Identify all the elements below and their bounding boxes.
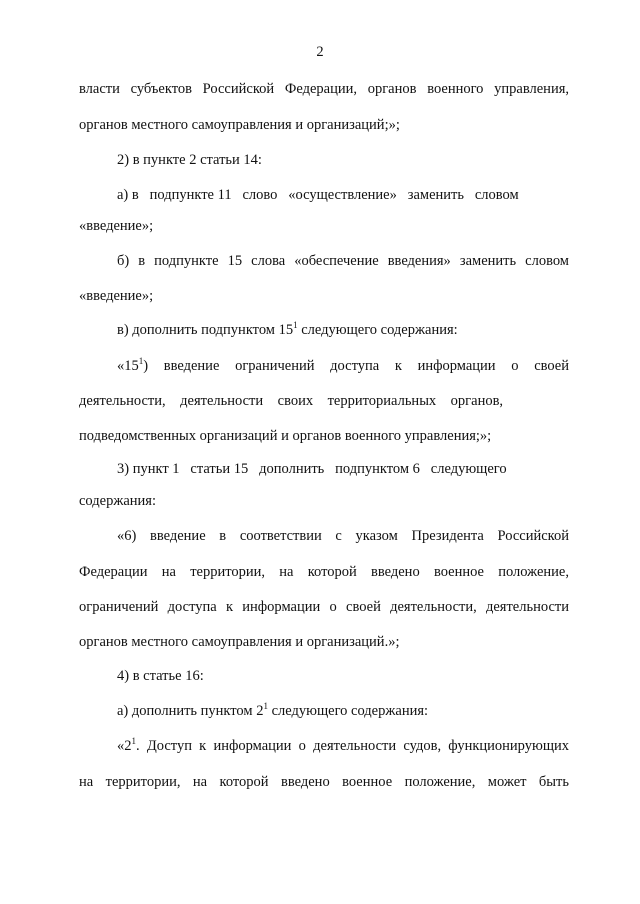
- text-line: 2) в пункте 2 статьи 14:: [117, 152, 262, 168]
- text-line: содержания:: [79, 493, 157, 509]
- text-fragment: а) дополнить пунктом 2: [117, 703, 264, 719]
- text-line: б) в подпункте 15 слова «обеспечение введения» заменить словом: [117, 253, 569, 269]
- text-line: [117, 320, 569, 340]
- page-number: 2: [316, 44, 324, 60]
- text-line: подведомственных организаций и органов военного управления;»;: [79, 428, 492, 444]
- text-fragment: «15: [117, 358, 139, 374]
- text-fragment: следующего содержания:: [297, 322, 458, 338]
- text-line: на территории, на которой введено военное положение, может быть: [79, 774, 569, 790]
- text-fragment: в) дополнить подпунктом 15: [117, 322, 294, 338]
- text-fragment: ) введение ограничений доступа к информации о своей: [143, 358, 569, 374]
- text-line: ограничений доступа к информации о своей деятельности, деятельности: [79, 599, 569, 615]
- text-line: 4) в статье 16:: [117, 668, 204, 684]
- text-line: органов местного самоуправления и организаций;»;: [79, 117, 400, 133]
- text-line: «введение»;: [79, 288, 154, 304]
- text-line: органов местного самоуправления и организаций.»;: [79, 634, 400, 650]
- superscript: 1: [131, 736, 136, 746]
- text-fragment: . Доступ к информации о деятельности судов, функционирующих: [136, 738, 569, 754]
- text-line: [117, 736, 569, 756]
- text-line: «6) введение в соответствии с указом Президента Российской: [117, 528, 569, 544]
- text-line: власти субъектов Российской Федерации, органов военного управления,: [79, 81, 569, 97]
- text-line: [117, 701, 569, 721]
- superscript: 1: [138, 356, 144, 366]
- text-fragment: следующего содержания:: [267, 703, 429, 719]
- superscript: 1: [293, 320, 298, 330]
- text-fragment: «2: [117, 738, 132, 754]
- text-line: деятельности, деятельности своих территориальных органов,: [79, 393, 504, 409]
- text-line: а) в подпункте 11 слово «осуществление» заменить словом: [117, 187, 519, 203]
- text-line: 3) пункт 1 статьи 15 дополнить подпунктом 6 следующего: [117, 461, 507, 477]
- superscript: 1: [263, 701, 268, 711]
- text-line: «введение»;: [79, 218, 154, 234]
- text-line: Федерации на территории, на которой введено военное положение,: [79, 564, 569, 580]
- text-line: [117, 356, 569, 376]
